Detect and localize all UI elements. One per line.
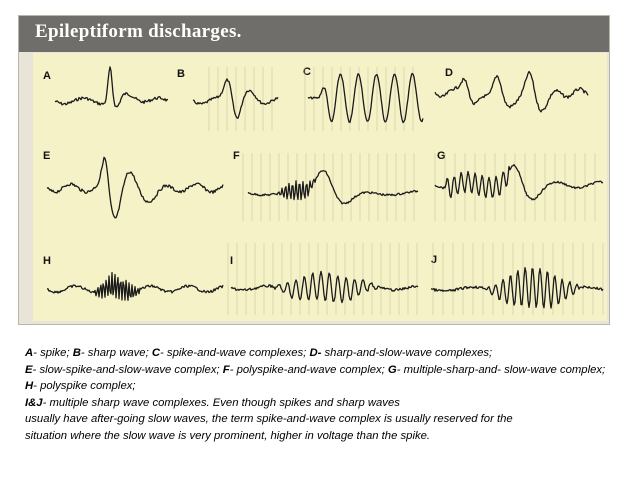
figure-frame xyxy=(18,15,610,325)
panel-label-j: J xyxy=(431,254,438,266)
panel-label-b: B xyxy=(177,68,185,80)
panel-label-d: D xyxy=(445,67,453,79)
eeg-figure-panel xyxy=(33,53,607,321)
waveform-h-polyspike xyxy=(47,273,223,301)
caption-key-e: E xyxy=(25,363,33,376)
caption-key-d: D- xyxy=(309,347,322,359)
waveform-b-sharp-wave xyxy=(193,79,278,118)
caption-key-b: B xyxy=(72,347,81,359)
caption-key-f: F xyxy=(222,363,230,376)
waveform-g-multiple-sharp-and-slow-wave xyxy=(435,165,603,200)
caption-text-d: sharp-and-slow-wave complexes; xyxy=(321,347,493,359)
waveform-traces xyxy=(47,67,603,308)
caption-line-6: situation where the slow wave is very prominent, higher in voltage than the spike. xyxy=(25,429,431,442)
caption-key-a: A xyxy=(25,347,34,359)
caption-text-a: - spike; xyxy=(33,347,73,359)
waveform-c-spike-and-wave xyxy=(308,74,423,123)
figure-title-bar xyxy=(19,16,609,52)
caption-text-f: - polyspike-and-wave complex; xyxy=(229,363,388,376)
panel-label-i: I xyxy=(230,255,234,267)
waveform-e-slow-spike-and-slow-wave xyxy=(47,157,223,217)
panel-label-c: C xyxy=(303,66,311,78)
caption-key-ij: I&J xyxy=(25,396,43,409)
caption-key-g: G xyxy=(387,363,397,376)
caption-key-h: H xyxy=(25,380,34,392)
caption-text-e: - slow-spike-and-slow-wave complex; xyxy=(32,363,223,376)
caption-text-ij: - multiple sharp wave complexes. Even though spikes and sharp waves xyxy=(42,396,400,409)
caption-text-g: - multiple-sharp-and- slow-wave complex; xyxy=(396,363,606,376)
figure-title: Epileptiform discharges. xyxy=(35,21,242,42)
caption-text-b: - sharp wave; xyxy=(80,347,152,359)
eeg-waveforms xyxy=(33,53,607,321)
waveform-a-spike xyxy=(55,67,168,107)
panel-label-h: H xyxy=(43,255,51,267)
panel-label-e: E xyxy=(43,150,51,162)
panel-label-a: A xyxy=(43,70,51,82)
caption-line-5: usually have after-going slow waves, the term spike-and-wave complex is usually reserved for the xyxy=(25,413,513,425)
figure-caption xyxy=(25,345,615,444)
panel-label-g: G xyxy=(437,150,446,162)
waveform-d-sharp-and-slow-wave xyxy=(435,72,588,112)
caption-text-h: - polyspike complex; xyxy=(33,380,136,392)
panel-label-f: F xyxy=(233,150,240,162)
grid-lines xyxy=(209,67,603,315)
waveform-j-multiple-sharp-wave xyxy=(431,268,603,309)
caption-text-c: - spike-and-wave complexes; xyxy=(160,347,310,359)
caption-key-c: C xyxy=(151,347,161,359)
